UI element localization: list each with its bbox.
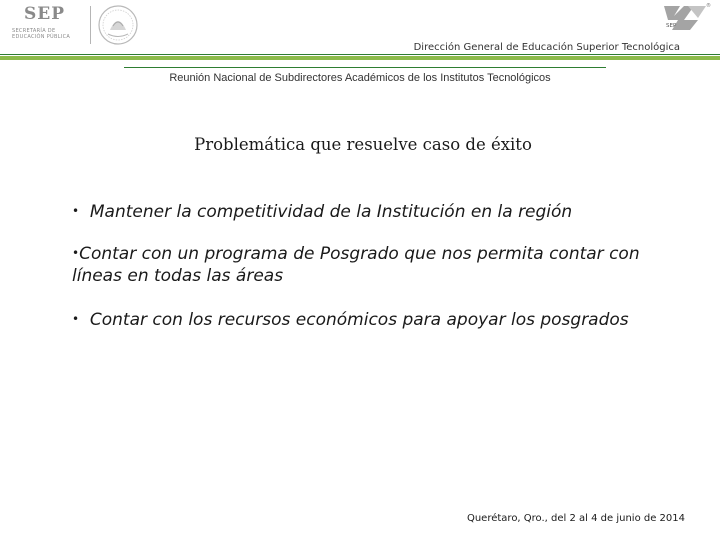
- logo-divider: [90, 6, 91, 44]
- bullet-text: Contar con un programa de Posgrado que nos permita contar con líneas en todas las áreas: [72, 244, 640, 286]
- meeting-title: Reunión Nacional de Subdirectores Académicos de los Institutos Tecnológicos: [169, 72, 551, 84]
- dgest-logo-icon: [654, 0, 716, 36]
- bullet-item: [72, 242, 692, 287]
- sep-logo-subtitle: SECRETARÍA DE EDUCACIÓN PÚBLICA: [12, 28, 71, 40]
- header-rule-thick: [0, 56, 720, 60]
- meeting-title-rule: [124, 67, 606, 68]
- svg-text:®: ®: [706, 3, 711, 9]
- bullet-dot: •: [72, 204, 80, 218]
- bullet-item: [72, 308, 692, 331]
- footer-location-date: Querétaro, Qro., del 2 al 4 de junio de 2014: [466, 513, 685, 524]
- sep-logo-mark: SEP: [24, 4, 66, 24]
- mexico-seal-icon: [96, 4, 140, 46]
- bullet-dot: •: [72, 312, 80, 326]
- bullet-text: Mantener la competitividad de la Institución en la región: [89, 202, 573, 222]
- header-rule-thin: [0, 54, 720, 55]
- bullet-text: Contar con los recursos económicos para apoyar los posgrados: [89, 310, 629, 330]
- bullet-dot: •: [72, 246, 80, 260]
- dgest-logo-sep-text: SEP: [666, 23, 677, 29]
- bullet-item: [72, 200, 692, 223]
- header-title: Dirección General de Educación Superior Tecnológica: [413, 42, 680, 53]
- slide-header: [0, 0, 720, 62]
- slide-title: Problemática que resuelve caso de éxito: [194, 135, 532, 154]
- sep-logo: [8, 4, 74, 44]
